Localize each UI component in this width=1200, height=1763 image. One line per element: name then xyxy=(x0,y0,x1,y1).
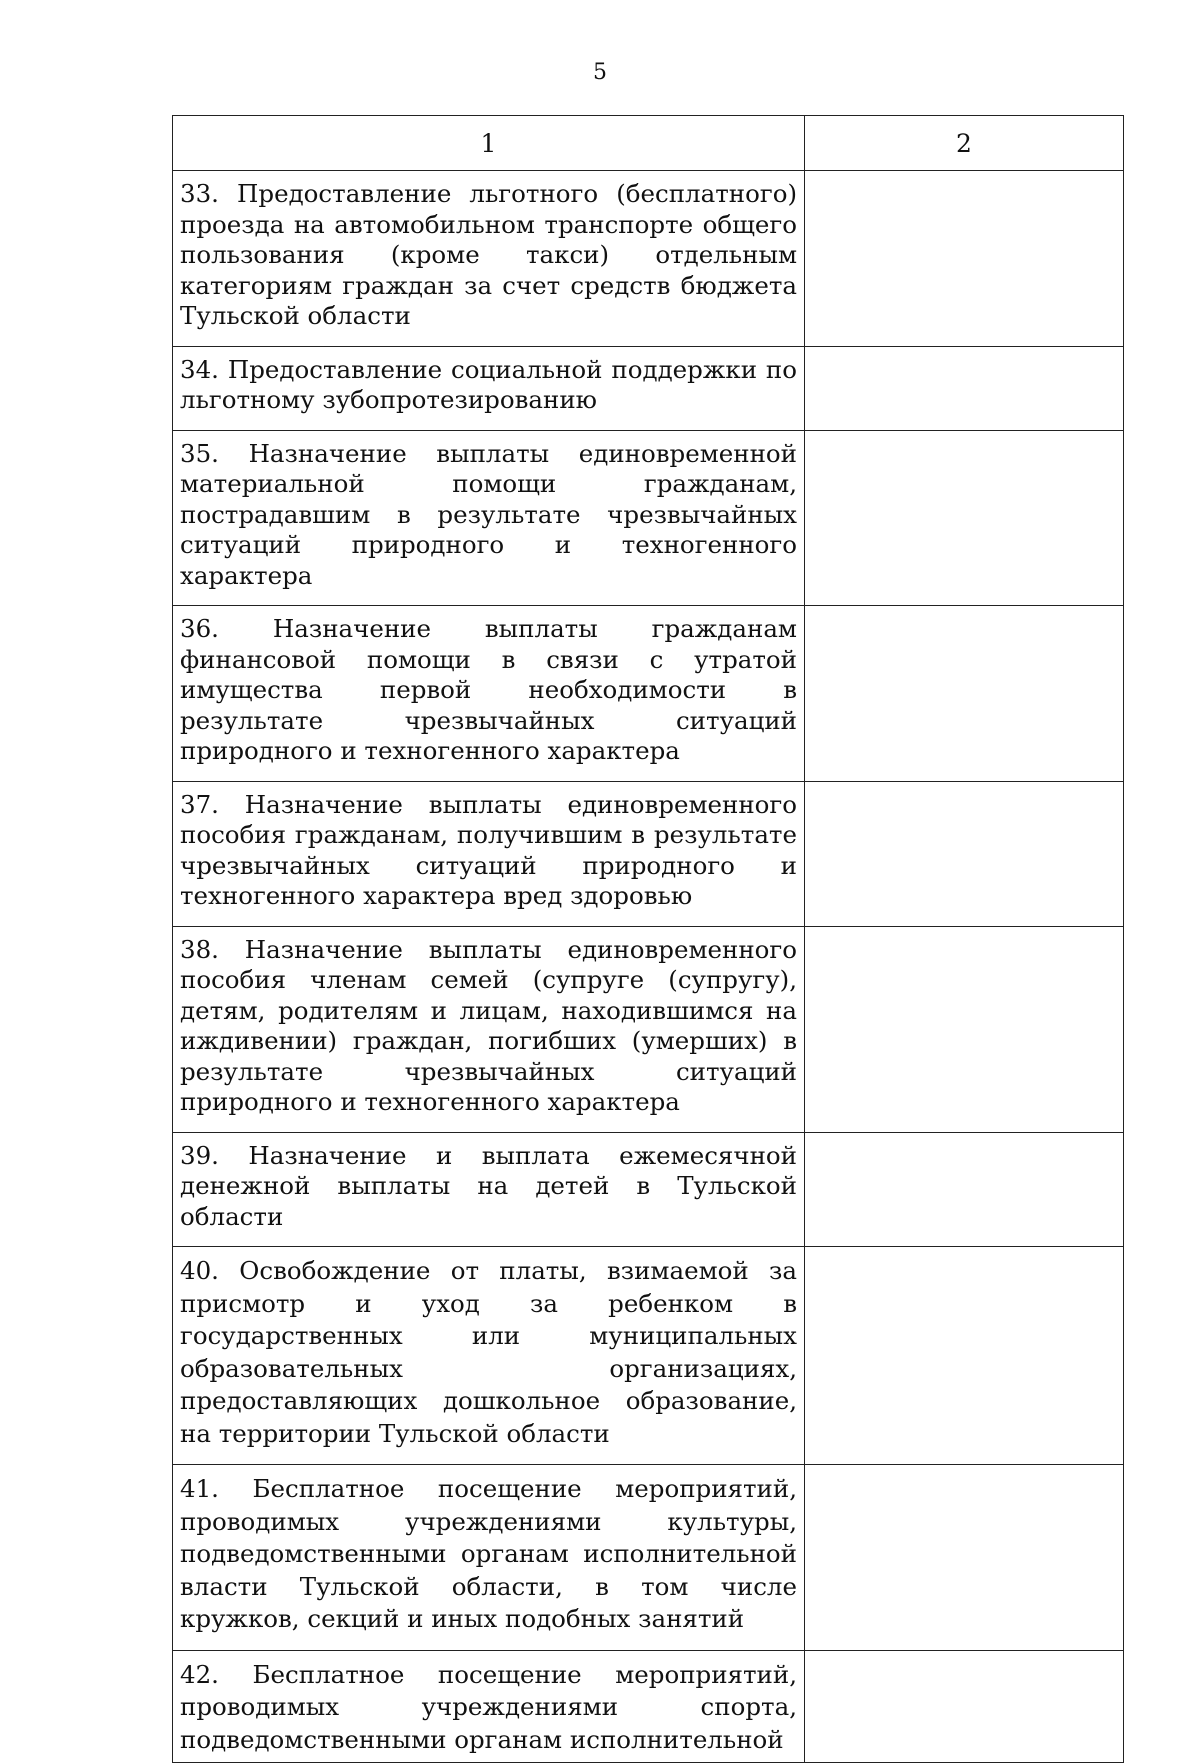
service-item-41: 41. Бесплатное посещение мероприятий, проводимых учреждениями культуры, подведомственными органам исполнительной власти Тульской области, в том числе кружков, секций и иных подобных занятий xyxy=(173,1465,805,1651)
table-row xyxy=(173,1465,1124,1651)
service-item-38: 38. Назначение выплаты единовременного пособия членам семей (супруге (супругу), детям, родителям и лицам, находившимся на иждивении) граждан, погибших (умерших) в результате чрезвычайных ситуаций природного и техногенного характера xyxy=(173,926,805,1132)
service-item-35: 35. Назначение выплаты единовременной материальной помощи гражданам, пострадавшим в результате чрезвычайных ситуаций природного и техногенного характера xyxy=(173,430,805,606)
table-row xyxy=(173,346,1124,430)
service-item-42-col2 xyxy=(805,1650,1124,1763)
page-number: 5 xyxy=(593,60,607,85)
table-header-row xyxy=(173,116,1124,171)
table-row xyxy=(173,926,1124,1132)
service-item-39: 39. Назначение и выплата ежемесячной денежной выплаты на детей в Тульской области xyxy=(173,1132,805,1247)
column-header-1: 1 xyxy=(173,116,805,171)
service-item-39-col2 xyxy=(805,1132,1124,1247)
column-header-2: 2 xyxy=(805,116,1124,171)
services-table xyxy=(172,115,1124,1763)
service-item-34: 34. Предоставление социальной поддержки по льготному зубопротезированию xyxy=(173,346,805,430)
table-row xyxy=(173,1650,1124,1763)
service-item-36-col2 xyxy=(805,606,1124,782)
service-item-36: 36. Назначение выплаты гражданам финансовой помощи в связи с утратой имущества первой необходимости в результате чрезвычайных ситуаций природного и техногенного характера xyxy=(173,606,805,782)
service-item-41-col2 xyxy=(805,1465,1124,1651)
service-item-38-col2 xyxy=(805,926,1124,1132)
service-item-33-col2 xyxy=(805,171,1124,347)
table-row xyxy=(173,781,1124,926)
table-row xyxy=(173,606,1124,782)
service-item-34-col2 xyxy=(805,346,1124,430)
service-item-40-col2 xyxy=(805,1247,1124,1465)
service-item-37-col2 xyxy=(805,781,1124,926)
service-item-42: 42. Бесплатное посещение мероприятий, проводимых учреждениями спорта, подведомственными органам исполнительной xyxy=(173,1650,805,1763)
service-item-35-col2 xyxy=(805,430,1124,606)
service-item-37: 37. Назначение выплаты единовременного пособия гражданам, получившим в результате чрезвычайных ситуаций природного и техногенного характера вред здоровью xyxy=(173,781,805,926)
service-item-40: 40. Освобождение от платы, взимаемой за присмотр и уход за ребенком в государственных или муниципальных образовательных организациях, предоставляющих дошкольное образование, на территории Тульской области xyxy=(173,1247,805,1465)
table-row xyxy=(173,1132,1124,1247)
table-row xyxy=(173,430,1124,606)
table-row xyxy=(173,171,1124,347)
table-row xyxy=(173,1247,1124,1465)
service-item-33: 33. Предоставление льготного (бесплатного) проезда на автомобильном транспорте общего пользования (кроме такси) отдельным категориям граждан за счет средств бюджета Тульской области xyxy=(173,171,805,347)
